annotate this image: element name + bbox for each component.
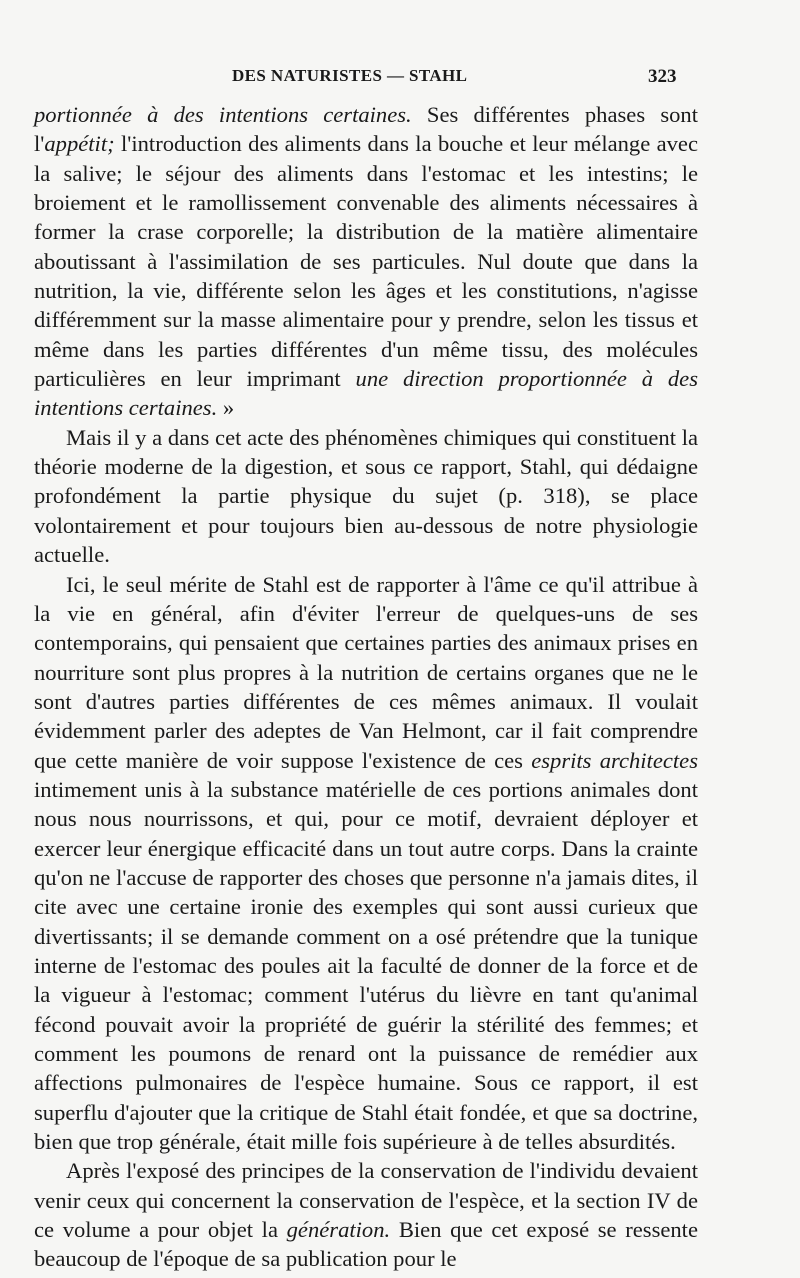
- text-run: Ses différentes phases sont l': [34, 102, 698, 157]
- text-run: une direction proportionnée à des intentions certaines.: [34, 366, 698, 421]
- text-run: esprits architectes: [531, 747, 698, 773]
- text-run: Après l'exposé des principes de la conservation de l'individu devaient venir ceux qui concernent la conservation de l'espèce, et la section IV de ce volume a pour objet la: [34, 1158, 698, 1243]
- text-run: portionnée à des intentions certaines.: [34, 102, 412, 127]
- paragraph-2: [34, 423, 698, 570]
- text-run: »: [217, 395, 235, 421]
- page-header: [0, 66, 800, 96]
- paragraph-4: [34, 1156, 698, 1273]
- text-run: génération.: [286, 1217, 391, 1243]
- page-number: 323: [648, 66, 677, 87]
- paragraph-3: [34, 570, 698, 1157]
- text-run: Bien que cet exposé se ressente beaucoup de l'époque de sa publication pour le: [34, 1217, 698, 1272]
- running-head: DES NATURISTES — STAHL: [232, 66, 468, 85]
- text-run: appétit;: [44, 131, 115, 157]
- text-run: intimement unis à la substance matérielle de ces portions animales dont nous nous nourrissons, et qui, pour ce motif, devraient déployer et exercer leur énergique efficacité dans un tout autre corps. Dans la crainte qu'on ne l'accuse de rapporter des choses que personne n'a jamais dites, il cite avec une certaine ironie des exemples qui sont aussi curieux que divertissants; il se demande comment on a osé prétendre que la tunique interne de l'estomac des poules ait la faculté de donner de la force et de la vigueur à l'estomac; comment l'utérus du lièvre en tant qu'animal fécond pouvait avoir la propriété de guérir la stérilité des femmes; et comment les poumons de renard ont la puissance de remédier aux affections pulmonaires de l'espèce humaine. Sous ce rapport, il est superflu d'ajouter que la critique de Stahl était fondée, et que sa doctrine, bien que trop générale, était mille fois supérieure à de telles absurdités.: [34, 776, 698, 1155]
- paragraph-1: [34, 100, 698, 423]
- text-run: l'introduction des aliments dans la bouche et leur mélange avec la salive; le séjour des aliments dans l'estomac et les intestins; le broiement et le ramollissement convenable des aliments nécessaires à former la crase corporelle; la distribution de la matière alimentaire aboutissant à l'assimilation de ses particules. Nul doute que dans la nutrition, la vie, différente selon les âges et les constitutions, n'agisse différemment sur la masse alimentaire pour y prendre, selon les tissus et même dans les parties différentes d'un même tissu, des molécules particulières en leur imprimant: [34, 131, 698, 392]
- text-run: Mais il y a dans cet acte des phénomènes chimiques qui constituent la théorie moderne de la digestion, et sous ce rapport, Stahl, qui dédaigne profondément la partie physique du sujet (p. 318), se place volontairement et pour toujours bien au-dessous de notre physiologie actuelle.: [34, 424, 698, 568]
- text-run: Ici, le seul mérite de Stahl est de rapporter à l'âme ce qu'il attribue à la vie en général, afin d'éviter l'erreur de quelques-uns de ses contemporains, qui pensaient que certaines parties des animaux prises en nourriture sont plus propres à la nutrition de certains organes que ne le sont d'autres parties différentes de ces mêmes animaux. Il voulait évidemment parler des adeptes de Van Helmont, car il fait comprendre que cette manière de voir suppose l'existence de ces: [34, 571, 698, 773]
- body-text: [34, 100, 698, 1274]
